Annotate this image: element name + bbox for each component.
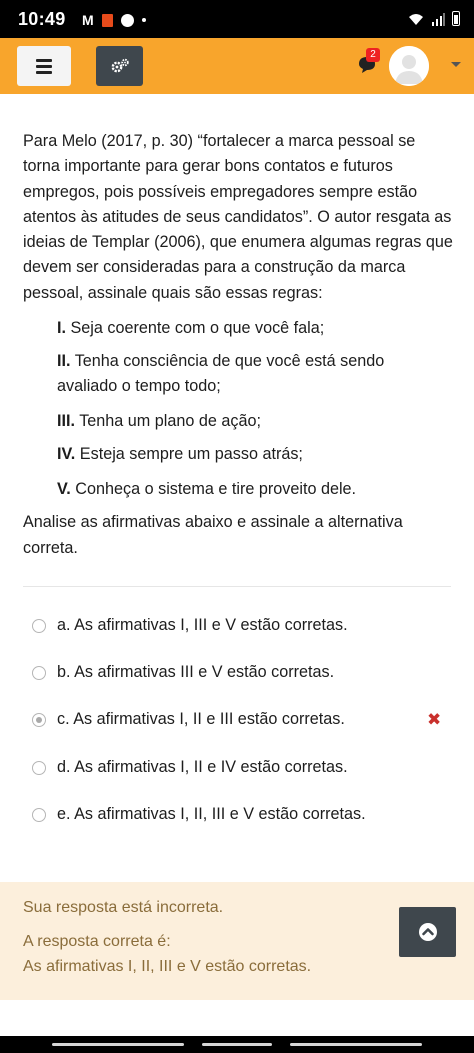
avatar[interactable]	[389, 46, 429, 86]
notification-count-badge: 2	[366, 48, 380, 62]
back-to-top-button[interactable]	[399, 907, 456, 957]
option-label: a. As afirmativas I, III e V estão corretas.	[57, 616, 348, 634]
hamburger-icon	[36, 56, 52, 77]
office-icon	[102, 14, 113, 27]
radio-button[interactable]	[32, 666, 46, 680]
status-bar	[0, 0, 474, 38]
radio-button[interactable]	[32, 808, 46, 822]
answer-option-e[interactable]	[32, 805, 366, 824]
question-text: Para Melo (2017, p. 30) “fortalecer a marca pessoal se torna importante para gerar bons contatos e futuros empregos, pois possíveis empregadores sempre estão atentos às atitudes de seus candidatos”. O autor resgata as ideias de Templar (2006), que enumera algumas regras que devem ser consideradas para a construção da marca pessoal, assinale quais são essas regras:	[23, 132, 453, 302]
radio-button-selected[interactable]	[32, 713, 46, 727]
option-label: e. As afirmativas I, II, III e V estão corretas.	[57, 805, 366, 823]
gears-icon	[110, 58, 130, 74]
battery-icon	[452, 11, 460, 26]
signal-icon	[431, 12, 445, 26]
nav-recent-pill[interactable]	[52, 1043, 184, 1046]
system-nav-bar	[0, 1036, 474, 1053]
wifi-icon	[408, 12, 424, 26]
nav-back-pill[interactable]	[290, 1043, 422, 1046]
answer-option-d[interactable]	[32, 758, 348, 777]
app-notification-icon	[121, 14, 134, 27]
rule-item	[57, 409, 447, 434]
radio-button[interactable]	[32, 761, 46, 775]
notifications-button[interactable]	[357, 49, 379, 76]
rule-text: Conheça o sistema e tire proveito dele.	[70, 480, 357, 498]
divider	[23, 586, 451, 587]
rule-number: II.	[57, 352, 71, 370]
answer-option-a[interactable]	[32, 616, 348, 635]
settings-button[interactable]	[96, 46, 143, 86]
gmail-icon: M	[82, 12, 94, 28]
correct-answer-text: As afirmativas I, II, III e V estão corretas.	[23, 958, 312, 975]
rule-item	[57, 477, 447, 502]
option-label: b. As afirmativas III e V estão corretas.	[57, 663, 335, 681]
rule-number: V.	[57, 480, 71, 498]
rule-text: Tenha um plano de ação;	[75, 412, 261, 430]
chevron-up-circle-icon	[418, 922, 438, 942]
app-bar	[0, 38, 474, 94]
rule-text: Esteja sempre um passo atrás;	[75, 445, 303, 463]
rule-number: IV.	[57, 445, 76, 463]
rule-number: I.	[57, 319, 66, 337]
answer-option-b[interactable]	[32, 663, 334, 682]
radio-button[interactable]	[32, 619, 46, 633]
incorrect-x-icon: ✖	[427, 710, 442, 729]
answer-option-c[interactable]	[32, 710, 345, 729]
rule-item	[57, 316, 447, 341]
rule-text: Tenha consciência de que você está sendo avaliado o tempo todo;	[57, 352, 385, 395]
feedback-status: Sua resposta está incorreta.	[23, 899, 224, 916]
menu-button[interactable]	[17, 46, 71, 86]
chevron-down-icon[interactable]	[451, 62, 461, 67]
user-silhouette-icon	[389, 46, 429, 86]
rule-item	[57, 442, 447, 467]
correct-answer-label: A resposta correta é:	[23, 933, 171, 950]
more-notifications-icon	[142, 18, 146, 22]
status-time: 10:49	[18, 9, 66, 29]
rule-text: Seja coerente com o que você fala;	[66, 319, 325, 337]
rule-number: III.	[57, 412, 75, 430]
question-instruction: Analise as afirmativas abaixo e assinale a alternativa correta.	[23, 513, 403, 557]
option-label: d. As afirmativas I, II e IV estão corretas.	[57, 758, 348, 776]
nav-home-pill[interactable]	[202, 1043, 272, 1046]
option-label: c. As afirmativas I, II e III estão corretas.	[57, 710, 345, 728]
rule-item	[57, 349, 447, 399]
